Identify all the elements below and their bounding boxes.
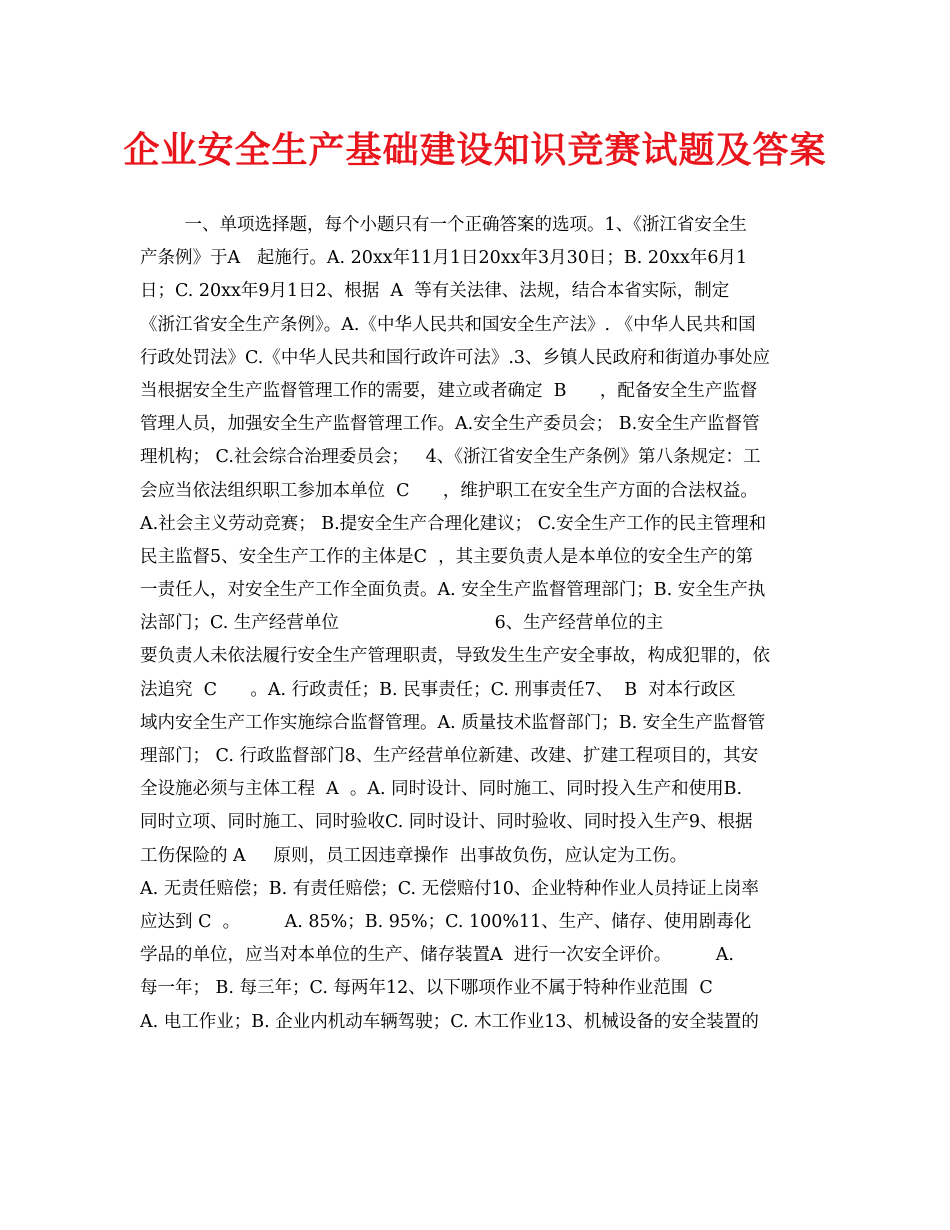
body-line: 民主监督5、安全生产工作的主体是C ，其主要负责人是本单位的安全生产的第 xyxy=(140,546,754,567)
body-line: 域内安全生产工作实施综合监督管理。A. 质量技术监督部门；B. 安全生产监督管 xyxy=(140,712,766,733)
body-line: 一责任人，对安全生产工作全面负责。A. 安全生产监督管理部门；B. 安全生产执 xyxy=(140,580,766,601)
body-line: 会应当依法组织职工参加本单位 C ，维护职工在安全生产方面的合法权益。 xyxy=(140,480,758,501)
body-line: A. 电工作业；B. 企业内机动车辆驾驶；C. 木工作业13、机械设备的安全装置的 xyxy=(140,1011,759,1032)
body-line: 行政处罚法》C.《中华人民共和国行政许可法》.3、乡镇人民政府和街道办事处应 xyxy=(140,347,771,368)
body-line: 《浙江省安全生产条例》。A.《中华人民共和国安全生产法》. 《中华人民共和国 xyxy=(140,314,756,335)
body-line: 理部门； C. 行政监督部门8、生产经营单位新建、改建、扩建工程项目的，其安 xyxy=(140,746,759,766)
body-line: 产条例》于A 起施行。A. 20xx年11月1日20xx年3月30日；B. 20xx年6月1 xyxy=(140,248,748,269)
body-line: 学品的单位，应当对本单位的生产、储存装置A 进行一次安全评价。 A. xyxy=(140,945,734,966)
body-line: 当根据安全生产监督管理工作的需要，建立或者确定 B ，配备安全生产监督 xyxy=(140,380,758,401)
body-line: 日；C. 20xx年9月1日2、根据 A 等有关法律、法规，结合本省实际，制定 xyxy=(140,281,730,302)
body-line: 工伤保险的 A 原则，员工因违章操作 出事故负伤，应认定为工伤。 xyxy=(140,845,688,866)
body-line: 一、单项选择题，每个小题只有一个正确答案的选项。1、《浙江省安全生 xyxy=(140,215,747,235)
document-body xyxy=(140,209,830,1039)
body-line: A. 无责任赔偿；B. 有责任赔偿；C. 无偿赔付10、企业特种作业人员持证上岗率 xyxy=(140,878,759,899)
body-line: 理机构； C.社会综合治理委员会； 4、《浙江省安全生产条例》第八条规定：工 xyxy=(140,447,761,468)
body-line: 管理人员，加强安全生产监督管理工作。A.安全生产委员会； B.安全生产监督管 xyxy=(140,414,760,435)
body-line: 应达到 C 。 A. 85%；B. 95%；C. 100%11、生产、储存、使用剧毒化 xyxy=(140,911,752,932)
body-line: 要负责人未依法履行安全生产管理职责，导致发生生产安全事故，构成犯罪的，依 xyxy=(140,646,770,667)
body-line: 全设施必须与主体工程 A 。A. 同时设计、同时施工、同时投入生产和使用B. xyxy=(140,779,743,800)
body-line: 法追究 C 。A. 行政责任；B. 民事责任；C. 刑事责任7、 B 对本行政区 xyxy=(140,679,736,700)
body-line: 每一年； B. 每三年；C. 每两年12、以下哪项作业不属于特种作业范围 C xyxy=(140,978,713,999)
body-line: 法部门；C. 生产经营单位 6、生产经营单位的主 xyxy=(140,613,664,634)
body-line: 同时立项、同时施工、同时验收C. 同时设计、同时验收、同时投入生产9、根据 xyxy=(140,812,753,833)
document-title: 企业安全生产基础建设知识竞赛试题及答案 xyxy=(123,129,827,171)
body-line: A.社会主义劳动竞赛； B.提安全生产合理化建议； C.安全生产工作的民主管理和 xyxy=(140,513,767,534)
